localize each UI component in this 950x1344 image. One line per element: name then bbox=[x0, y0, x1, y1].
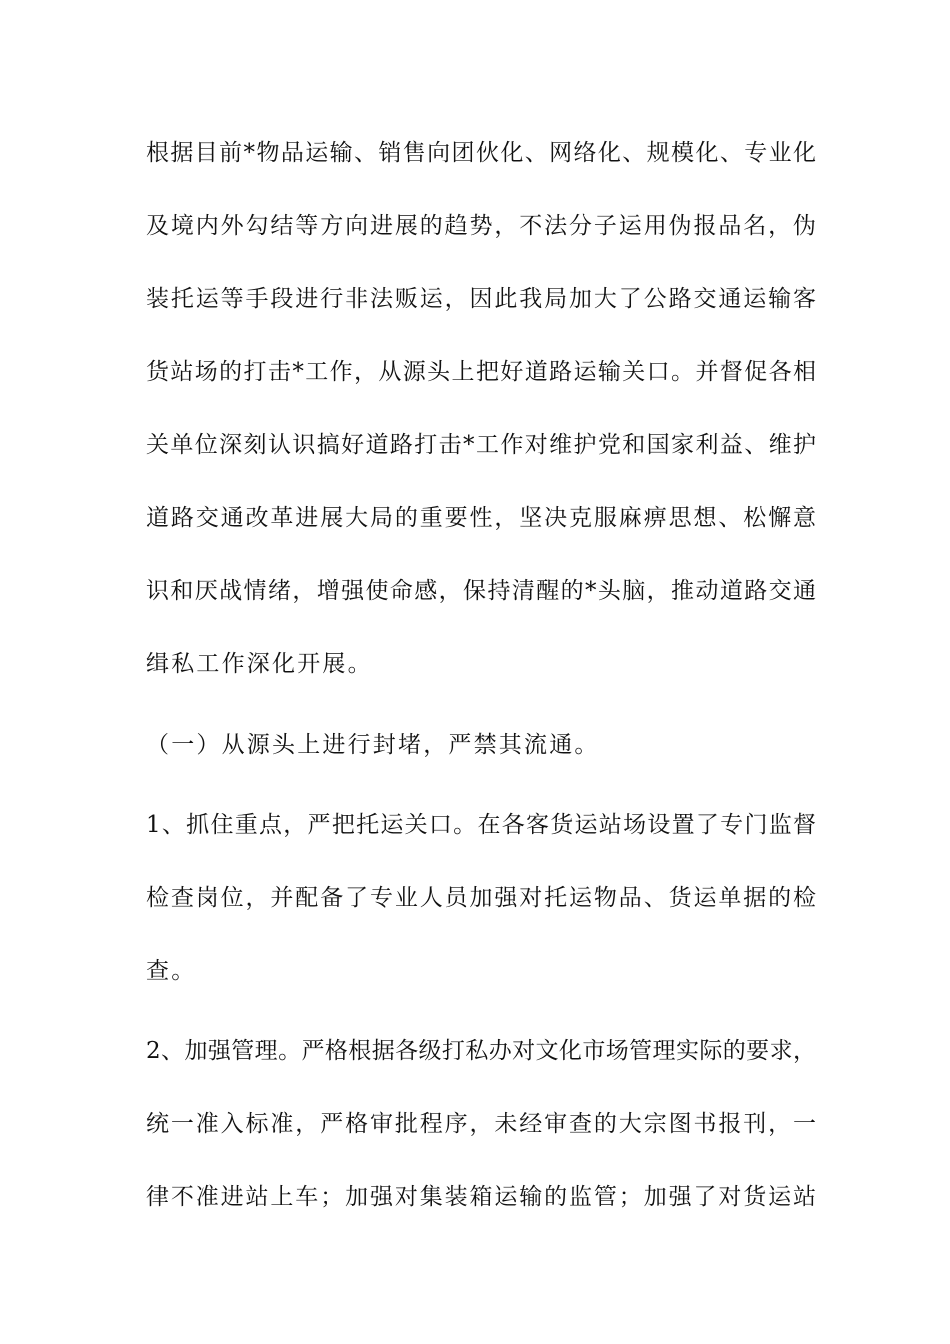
section-heading: （一）从源头上进行封堵，严禁其流通。 bbox=[146, 732, 600, 758]
paragraph-line-2: 及境内外勾结等方向进展的趋势，不法分子运用伪报品名，伪 bbox=[146, 213, 816, 239]
paragraph-line-4: 货站场的打击*工作，从源头上把好道路运输关口。并督促各相 bbox=[146, 359, 816, 385]
paragraph-line-3: 装托运等手段进行非法贩运，因此我局加大了公路交通运输客 bbox=[146, 286, 816, 312]
item-2-line-1: 2、加强管理。严格根据各级打私办对文化市场管理实际的要求， bbox=[146, 1038, 816, 1064]
paragraph-line-7: 识和厌战情绪，增强使命感，保持清醒的*头脑，推动道路交通 bbox=[146, 578, 816, 604]
item-1-line-3: 查。 bbox=[146, 958, 197, 984]
paragraph-line-6: 道路交通改革进展大局的重要性，坚决克服麻痹思想、松懈意 bbox=[146, 505, 816, 531]
paragraph-line-8: 缉私工作深化开展。 bbox=[146, 651, 373, 677]
paragraph-line-5: 关单位深刻认识搞好道路打击*工作对维护党和国家利益、维护 bbox=[146, 432, 816, 458]
item-1-line-1: 1、抓住重点，严把托运关口。在各客货运站场设置了专门监督 bbox=[146, 812, 816, 838]
item-2-line-3: 律不准进站上车；加强对集装箱运输的监管；加强了对货运站 bbox=[146, 1184, 816, 1210]
item-1-line-2: 检查岗位，并配备了专业人员加强对托运物品、货运单据的检 bbox=[146, 885, 816, 911]
paragraph-line-1: 根据目前*物品运输、销售向团伙化、网络化、规模化、专业化 bbox=[146, 140, 816, 166]
item-2-line-2: 统一准入标准，严格审批程序，未经审查的大宗图书报刊，一 bbox=[146, 1111, 816, 1137]
